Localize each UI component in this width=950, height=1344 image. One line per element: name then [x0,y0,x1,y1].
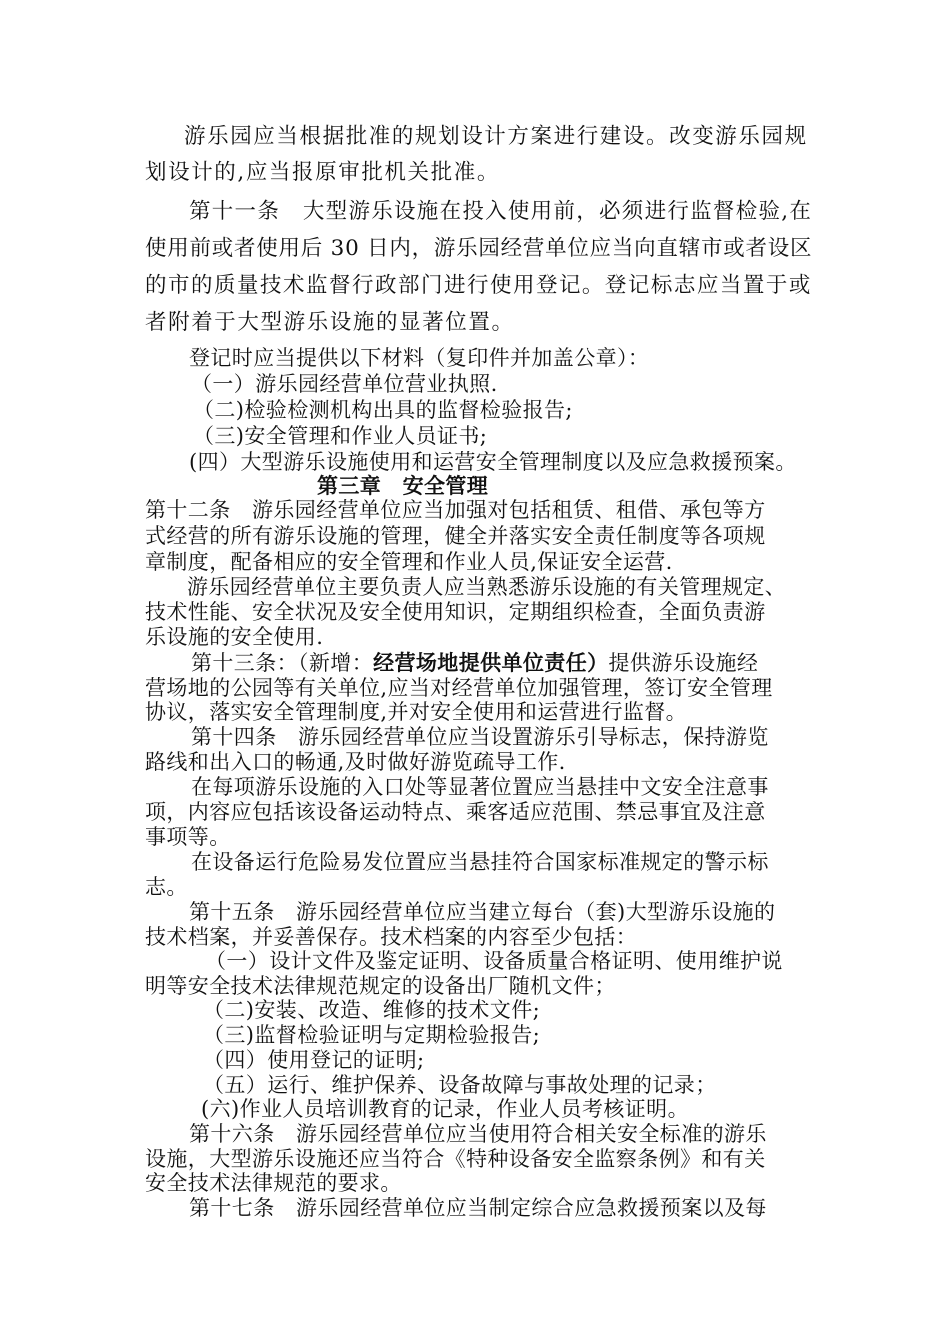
paragraph-line: 的市的质量技术监督行政部门进行使用登记。登记标志应当置于或 [145,273,812,298]
paragraph-line: 技术性能、安全状况及安全使用知识，定期组织检查，全面负责游 [145,600,766,624]
paragraph-line: 式经营的所有游乐设施的管理，健全并落实安全责任制度等各项规 [145,524,766,548]
paragraph-line: 协议，落实安全管理制度,并对安全使用和运营进行监督。 [145,700,688,724]
paragraph-line: 第十二条 游乐园经营单位应当加强对包括租赁、租借、承包等方 [145,498,766,522]
list-item: （三)安全管理和作业人员证书; [193,424,488,448]
paragraph-line: 章制度，配备相应的安全管理和作业人员,保证安全运营. [145,550,673,574]
paragraph-line: 者附着于大型游乐设施的显著位置。 [145,310,515,335]
paragraph-line: 在每项游乐设施的入口处等显著位置应当悬挂中文安全注意事 [191,775,769,799]
list-item: （二)检验检测机构出具的监督检验报告; [193,398,573,422]
paragraph-line: 第十一条 大型游乐设施在投入使用前，必须进行监督检验,在 [189,199,813,224]
paragraph-line: 登记时应当提供以下材料（复印件并加盖公章）： [189,346,650,370]
paragraph-line: 营场地的公园等有关单位,应当对经营单位加强管理，签订安全管理 [145,676,773,700]
paragraph-line: 第十七条 游乐园经营单位应当制定综合应急救援预案以及每 [189,1196,767,1220]
list-item: （三)监督检验证明与定期检验报告; [203,1023,541,1047]
paragraph-line: 划设计的,应当报原审批机关批准。 [145,160,500,185]
paragraph-line: 事项等。 [145,825,231,849]
paragraph-line: 游乐园应当根据批准的规划设计方案进行建设。改变游乐园规 [184,124,808,149]
paragraph-line: 游乐园经营单位主要负责人应当熟悉游乐设施的有关管理规定、 [187,575,787,599]
paragraph-line: 第十四条 游乐园经营单位应当设置游乐引导标志，保持游览 [191,725,769,749]
paragraph-line: 志。 [145,875,188,899]
list-item: 明等安全技术法律规范规定的设备出厂随机文件； [145,974,616,998]
article-text: 提供游乐设施经 [608,651,759,675]
paragraph-line: 安全技术法律规范的要求。 [145,1171,402,1195]
bold-emphasis: 经营场地提供单位责任） [373,650,609,675]
list-item: (四）大型游乐设施使用和运营安全管理制度以及应急救援预案。 [189,450,797,474]
paragraph-line: 路线和出入口的畅通,及时做好游览疏导工作. [145,750,566,774]
paragraph-line: 第十五条 游乐园经营单位应当建立每台（套)大型游乐设施的 [189,900,776,924]
list-item: （一）设计文件及鉴定证明、设备质量合格证明、使用维护说 [205,949,783,973]
paragraph-line: 项，内容应包括该设备运动特点、乘客适应范围、禁忌事宜及注意 [145,800,766,824]
list-item: （二)安装、改造、维修的技术文件; [203,998,541,1022]
paragraph-line: 乐设施的安全使用. [145,625,324,649]
paragraph-line: 在设备运行危险易发位置应当悬挂符合国家标准规定的警示标 [191,850,769,874]
list-item: （一）游乐园经营单位营业执照. [191,372,498,396]
chapter-heading: 第三章 安全管理 [317,473,489,498]
paragraph-line: 使用前或者使用后 30 日内，游乐园经营单位应当向直辖市或者设区 [145,236,813,261]
paragraph-line [191,650,758,676]
list-item: (六)作业人员培训教育的记录，作业人员考核证明。 [201,1097,689,1121]
list-item: （四）使用登记的证明; [203,1048,425,1072]
paragraph-line: 技术档案，并妥善保存。技术档案的内容至少包括： [145,925,638,949]
list-item: （五）运行、维护保养、设备故障与事故处理的记录； [203,1073,717,1097]
article-prefix: 第十三条：（新增： [191,651,374,675]
paragraph-line: 设施，大型游乐设施还应当符合《特种设备安全监察条例》和有关 [145,1147,766,1171]
paragraph-line: 第十六条 游乐园经营单位应当使用符合相关安全标准的游乐 [189,1122,767,1146]
